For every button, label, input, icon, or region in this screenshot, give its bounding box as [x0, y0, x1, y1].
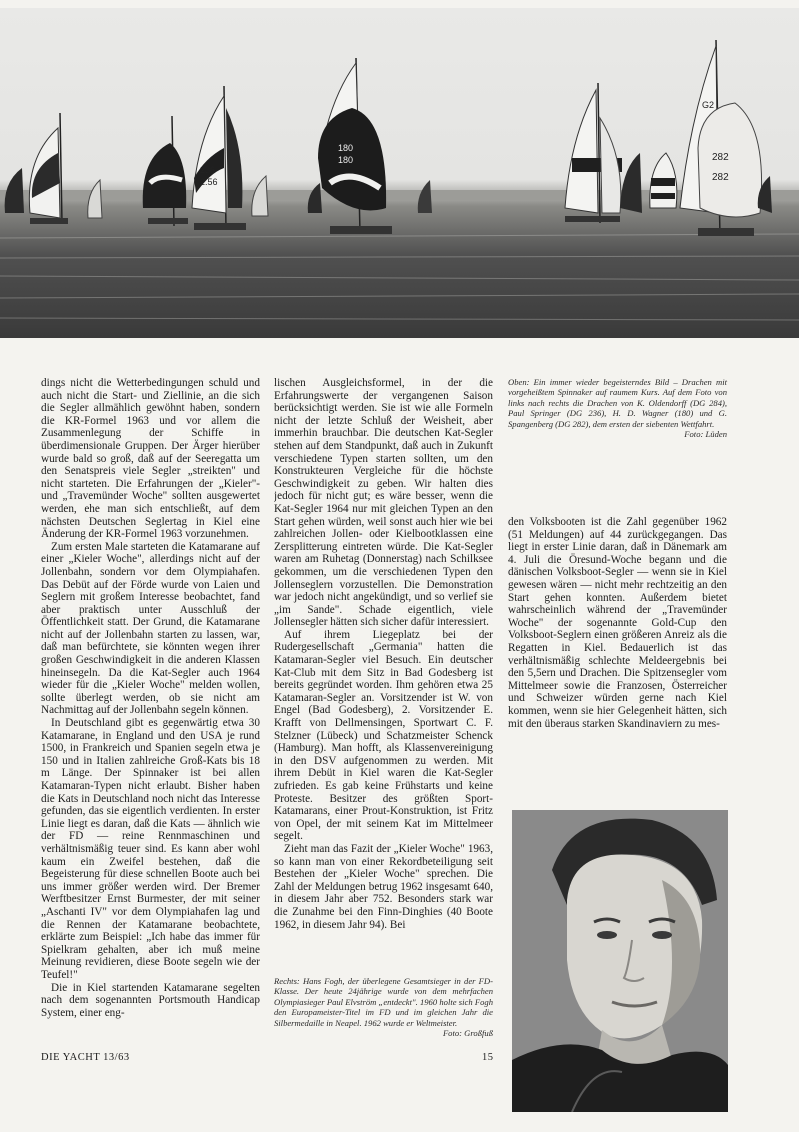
portrait-caption: [274, 976, 493, 1038]
portrait-caption-text: Rechts: Hans Fogh, der überlegene Gesamtsieger in der FD-Klasse. Der heute 24jährige wurde von dem mehrfachen Olympiasieger Paul Elvström „entdeckt". 1960 holte sich Fogh den Europameister-Titel im FD und im gleichen Jahr die Silbermedaille in Neapel. 1962 wurde er Weltmeister.: [274, 976, 493, 1028]
paragraph: Zieht man das Fazit der „Kieler Woche" 1963, so kann man von einer Rekordbeteiligung seit Bestehen der „Kieler Woche" sprechen. Die Zahl der Meldungen betrug 1962 insgesamt 640, in diesem Jahr aber 752. Besonders stark war die Zunahme bei den Finn-Dinghies (40 Boote 1962, in diesem Jahr 94). Bei: [274, 842, 493, 931]
top-photo-caption-text: Oben: Ein immer wieder begeisterndes Bild – Drachen mit vorgeheißtem Spinnaker auf raumem Kurs. Auf dem Foto von links nach rechts die Drachen von K. Oldendorff (DG 284), Paul Springer (DG 236), H. D. Wagner (180) und G. Spangenberg (DG 282), dem ersten der siebenten Wettfahrt.: [508, 377, 727, 429]
top-photo-credit: Foto: Lüden: [684, 429, 727, 440]
sail-number-g2: G2: [702, 100, 715, 110]
magazine-issue: DIE YACHT 13/63: [41, 1052, 130, 1063]
sail-number-180: 180: [338, 143, 354, 153]
paragraph: In Deutschland gibt es gegenwärtig etwa 30 Katamarane, in England und den USA je rund 1500, in Frankreich und Spanien segeln etwa je 150 und in Italien zahlreiche Groß-Kats bis 18 m Länge. Der Spinnaker ist bei allen Katamaran-Typen nicht erlaubt. Bisher haben die Kats in Deutschland noch nicht das Interesse gefunden, das sie eigentlich verdienten. In erster Linie liegt es daran, daß die Kats — ähnlich wie der FD — reine Rennmaschinen und verhältnismäßig teuer sind. Es kann aber wohl kaum ein Zweifel bestehen, daß die Begeisterung für diese schnellen Boote auch bei uns immer größer werden wird. Der Bremer Werftbesitzer Ernst Burmester, der mit seiner „Aschanti IV" vor dem Olympiahafen lag und die Rennen der Katamarane beobachtete, erklärte zum Beispiel: „Ich habe das immer für Spielkram gehalten, aber ich muß meine Meinung revidieren, diese Boote segeln wie der Teufel!": [41, 717, 260, 981]
sail-number-256: 2.56: [200, 177, 218, 187]
paragraph: Die in Kiel startenden Katamarane segelten nach dem sogenannten Portsmouth Handicap System, einer eng-: [41, 981, 260, 1019]
sail-number-236: 236: [200, 165, 216, 175]
portrait-photo: [512, 810, 728, 1112]
regatta-photo: [0, 8, 799, 338]
sail-number-282-b: 282: [712, 172, 729, 183]
paragraph: Zum ersten Male starteten die Katamarane auf einer „Kieler Woche", allerdings nicht auf der Jollenbahn, sondern vor dem Olympiahafen. Das Debüt auf der Förde wurde von Laien und Seglern mit großem Interesse beobachtet, fand aber praktisch unter Ausschluß der Öffentlichkeit statt. Der Grund, die Katamarane nicht auf der Jollenbahn starten zu lassen, war, daß man befürchtete, sie könnten wegen ihrer großen Geschwindigkeit in die anderen Klassen hineinsegeln. Da die Kat-Segler auch 1964 wieder für die „Kieler Woche" melden wollen, sollte überlegt werden, ob sie nicht am Nachmittag auf der Jollenbahn segeln können.: [41, 540, 260, 717]
page-number: 15: [482, 1052, 494, 1063]
article-column-3: [508, 516, 727, 801]
regatta-photo-drawing: [0, 8, 799, 338]
sail-number-180-b: 180: [338, 155, 354, 165]
paragraph: dings nicht die Wetterbedingungen schuld und auch nicht die Start- und Ziellinie, an die sich die Segler allmählich gewöhnt haben, sondern die KR-Formel 1963 und vor allem die Zusammenlegung der Schiffe in überdimensionale Gruppen. Der Ärger hierüber wurde bald so groß, daß auf der Seeregatta um den Senatspreis viele Segler „streikten" und nicht starteten. Die Erfahrungen der „Kieler"- und „Travemünder Woche" sollten ausgewertet werden, ehe man sich entschließt, auf dem nächsten Deutschen Seglertag in Kiel eine Änderung der KR-Formel 1963 vorzunehmen.: [41, 377, 260, 541]
top-photo-caption: [508, 377, 727, 439]
paragraph: Auf ihrem Liegeplatz bei der Rudergesellschaft „Germania" hatten die Katamaran-Segler viel Besuch. Ein deutscher Kat-Club mit dem Sitz in Bad Godesberg ist bereits gegründet worden. Ihm gehören etwa 25 Katamaran-Segler an. Vorsitzender ist W. von Engel (Bad Godesberg), 2. Vorsitzender E. Krafft von Dellmensingen, Sportwart C. F. Stelzner (Lübeck) und Schatzmeister Schenck (Hamburg). Man hofft, als Klassenvereinigung in den DSV aufgenommen zu werden. Mit ihrem Debüt in Kiel waren die Kat-Segler zufrieden. Es gab keine Frühstarts und keine Proteste. Besitzer des größten Sport-Katamarans, einer Prout-Konstruktion, ist Fritz von Opel, der mit seinem Kat im Mittelmeer segelt.: [274, 628, 493, 843]
paragraph: lischen Ausgleichsformel, in der die Erfahrungswerte der vergangenen Saison berücksichtigt werden. Sie ist wie alle Formeln nicht der letzte Schluß der Weisheit, aber immerhin brauchbar. Die deutschen Kat-Segler stehen auf dem Standpunkt, daß auch in Zukunft verschiedene Typen starten sollten, um den Konstrukteuren Vergleiche für die höchste Geschwindigkeit zu geben. Wir halten dies jedoch für nicht gut; es wäre besser, wenn die Kat-Segler 1964 nur mit gleichen Typen an den Start gehen würden, weil sonst auch hier wie bei zahlreichen Jollen- oder Kielbootklassen eine Zersplitterung eintreten würde. Die Kat-Segler waren am Ruhetag (Donnerstag) nach Schilksee gekommen, um die verschiedenen Typen den Jollenseglern vorzustellen. Die Demonstration war jedoch nicht angekündigt, und so verlief sie „im Sande". Schade eigentlich, viele Jollensegler hätten sich sicher dafür interessiert.: [274, 377, 493, 629]
article-column-1: [41, 377, 260, 1047]
sail-number-282: 282: [712, 152, 729, 163]
article-column-2: [274, 377, 493, 955]
portrait-credit: Foto: Großfuß: [442, 1028, 493, 1039]
paragraph: den Volksbooten ist die Zahl gegenüber 1962 (51 Meldungen) auf 44 zurückgegangen. Das liegt in erster Linie daran, daß in Dänemark am 4. Juli die Öresund-Woche begann und die dänischen Volksboot-Segler — wenn sie in Kiel gewesen wären — nicht mehr rechtzeitig an den Start gehen konnten. Außerdem bietet wahrscheinlich während der „Travemünder Woche" der sogenannte Gold-Cup den Volksboot-Seglern einen größeren Anreiz als die Regatten in Kiel. Bedauerlich ist das verhältnismäßig schlechte Meldeergebnis bei den 5,5ern und Drachen. Die Spitzensegler vom Mittelmeer sowie die Franzosen, Österreicher und Schweizer würden gerne nach Kiel kommen, wenn sie hier Gelegenheit hätten, sich mit den überaus starken Skandinaviern zu mes-: [508, 516, 727, 730]
portrait-drawing: [512, 810, 728, 1112]
